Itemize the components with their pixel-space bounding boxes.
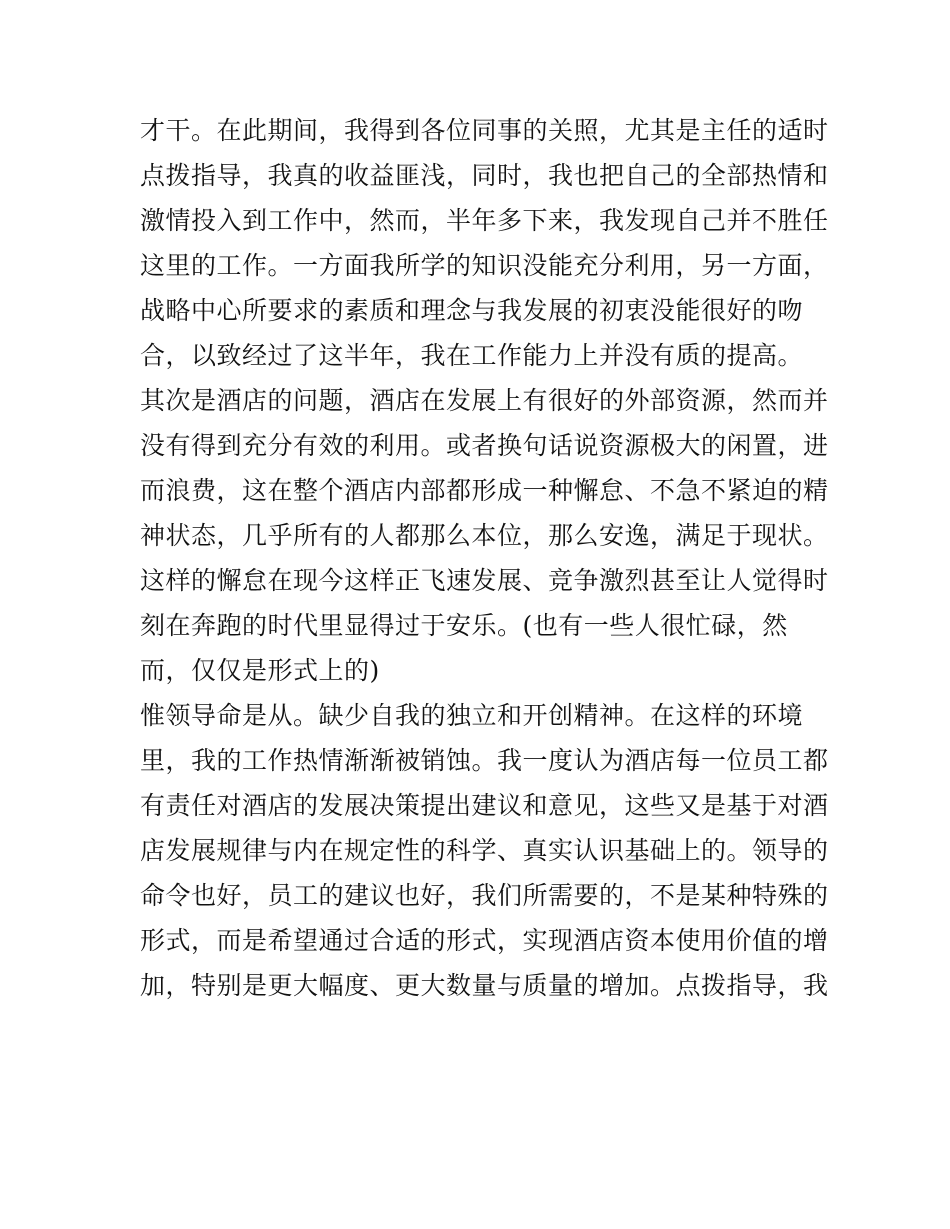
text-line: 命令也好，员工的建议也好，我们所需要的，不是某种特殊的 bbox=[140, 881, 829, 910]
text-line: 这里的工作。一方面我所学的知识没能充分利用，另一方面， bbox=[140, 251, 829, 280]
text-line: 激情投入到工作中，然而，半年多下来，我发现自己并不胜任 bbox=[140, 206, 829, 235]
text-line: 其次是酒店的问题，酒店在发展上有很好的外部资源，然而并 bbox=[140, 386, 829, 415]
text-line: 合，以致经过了这半年，我在工作能力上并没有质的提高。 bbox=[140, 341, 804, 370]
text-line: 这样的懈怠在现今这样正飞速发展、竞争激烈甚至让人觉得时 bbox=[140, 566, 829, 595]
text-line: 里，我的工作热情渐渐被销蚀。我一度认为酒店每一位员工都 bbox=[140, 746, 829, 775]
text-line: 没有得到充分有效的利用。或者换句话说资源极大的闲置，进 bbox=[140, 431, 829, 460]
text-line: 惟领导命是从。缺少自我的独立和开创精神。在这样的环境 bbox=[140, 701, 804, 730]
text-line: 才干。在此期间，我得到各位同事的关照，尤其是主任的适时 bbox=[140, 116, 829, 145]
text-line: 有责任对酒店的发展决策提出建议和意见，这些又是基于对酒 bbox=[140, 791, 829, 820]
text-line: 点拨指导，我真的收益匪浅，同时，我也把自己的全部热情和 bbox=[140, 161, 829, 190]
text-line: 而浪费，这在整个酒店内部都形成一种懈怠、不急不紧迫的精 bbox=[140, 476, 829, 505]
body-text bbox=[140, 108, 829, 1008]
text-line: 刻在奔跑的时代里显得过于安乐。(也有一些人很忙碌，然 bbox=[140, 611, 788, 640]
text-line: 战略中心所要求的素质和理念与我发展的初衷没能很好的吻 bbox=[140, 296, 804, 325]
text-line: 而，仅仅是形式上的) bbox=[140, 656, 380, 685]
text-line: 形式，而是希望通过合适的形式，实现酒店资本使用价值的增 bbox=[140, 926, 829, 955]
text-line: 店发展规律与内在规定性的科学、真实认识基础上的。领导的 bbox=[140, 836, 829, 865]
text-line: 神状态，几乎所有的人都那么本位，那么安逸，满足于现状。 bbox=[140, 521, 829, 550]
text-line: 加，特别是更大幅度、更大数量与质量的增加。点拨指导，我 bbox=[140, 971, 829, 1000]
